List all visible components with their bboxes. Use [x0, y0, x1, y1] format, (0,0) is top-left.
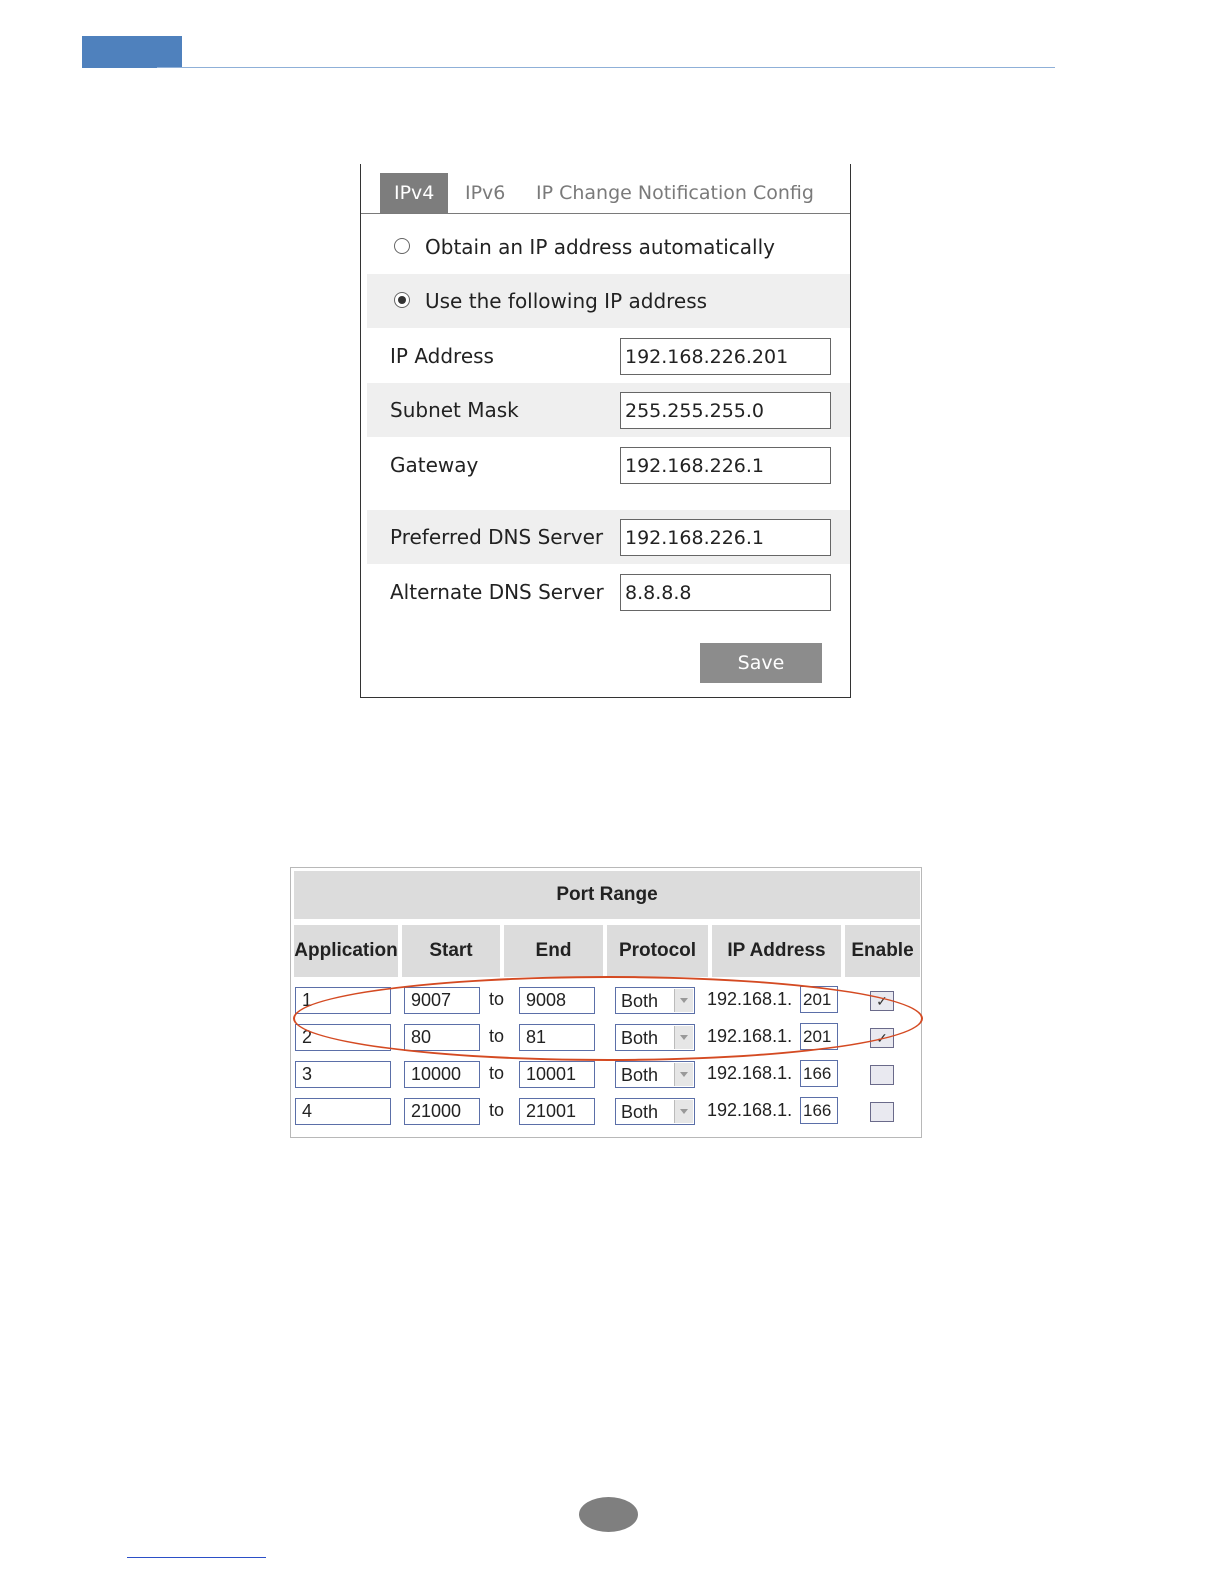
enable-checkbox[interactable] — [870, 1102, 894, 1122]
field-row-gateway — [367, 438, 850, 492]
application-input[interactable] — [295, 1098, 391, 1125]
to-label: to — [489, 1063, 505, 1083]
radio-obtain-automatically[interactable] — [367, 220, 850, 274]
port-range-title: Port Range — [294, 871, 920, 919]
application-input[interactable] — [295, 987, 391, 1014]
field-row-subnet-mask — [367, 383, 850, 437]
radio-use-following-ip[interactable] — [367, 274, 850, 328]
to-label: to — [489, 989, 505, 1009]
header-rule — [157, 67, 1055, 68]
enable-checkbox[interactable] — [870, 1065, 894, 1085]
tab-bar — [361, 173, 850, 214]
gateway-input[interactable] — [620, 447, 831, 484]
start-port-input[interactable] — [404, 1061, 480, 1088]
radio-button-checked-icon[interactable] — [394, 292, 410, 308]
end-port-input[interactable] — [519, 1061, 595, 1088]
ip-last-octet-input[interactable] — [800, 1060, 838, 1087]
protocol-value: Both — [621, 1028, 659, 1048]
tab-ipv6[interactable]: IPv6 — [465, 182, 506, 204]
ip-prefix: 192.168.1. — [707, 1100, 793, 1120]
page-number-oval — [579, 1497, 638, 1532]
column-header-enable: Enable — [845, 925, 920, 977]
application-input[interactable] — [295, 1061, 391, 1088]
column-header-application: Application — [294, 925, 398, 977]
ip-address-input[interactable] — [620, 338, 831, 375]
ip-prefix: 192.168.1. — [707, 1026, 793, 1046]
enable-checkbox-checked[interactable]: ✓ — [870, 991, 894, 1011]
field-row-ip-address — [367, 329, 850, 383]
footer-link-underline — [127, 1557, 266, 1558]
dropdown-arrow-icon[interactable] — [674, 1100, 693, 1123]
ip-prefix: 192.168.1. — [707, 1063, 793, 1083]
radio-label: Obtain an IP address automatically — [425, 235, 776, 259]
start-port-input[interactable] — [404, 1024, 480, 1051]
port-range-table — [290, 867, 922, 1138]
start-port-input[interactable] — [404, 987, 480, 1014]
tab-ipv4[interactable]: IPv4 — [380, 173, 448, 213]
ipv4-settings-panel — [360, 164, 851, 698]
dropdown-arrow-icon[interactable] — [674, 989, 693, 1012]
ip-prefix: 192.168.1. — [707, 989, 793, 1009]
preferred-dns-input[interactable] — [620, 519, 831, 556]
protocol-select[interactable] — [615, 1024, 695, 1051]
field-row-alternate-dns — [367, 565, 850, 619]
table-row — [291, 1097, 923, 1134]
protocol-value: Both — [621, 991, 659, 1011]
save-button[interactable]: Save — [700, 643, 822, 683]
protocol-select[interactable] — [615, 1098, 695, 1125]
tab-ip-change-notification-config[interactable]: IP Change Notification Config — [536, 182, 814, 204]
field-row-preferred-dns — [367, 510, 850, 564]
field-label: Preferred DNS Server — [390, 525, 604, 549]
ip-last-octet-input[interactable] — [800, 1097, 838, 1124]
ip-last-octet-input[interactable] — [800, 986, 838, 1013]
subnet-mask-input[interactable] — [620, 392, 831, 429]
field-label: IP Address — [390, 344, 494, 368]
end-port-input[interactable] — [519, 1098, 595, 1125]
protocol-value: Both — [621, 1102, 659, 1122]
field-label: Subnet Mask — [390, 398, 519, 422]
column-header-ip-address: IP Address — [712, 925, 841, 977]
table-row — [291, 1023, 923, 1060]
protocol-select[interactable] — [615, 1061, 695, 1088]
column-header-start: Start — [402, 925, 500, 977]
alternate-dns-input[interactable] — [620, 574, 831, 611]
enable-checkbox-checked[interactable]: ✓ — [870, 1028, 894, 1048]
field-label: Gateway — [390, 453, 479, 477]
to-label: to — [489, 1026, 505, 1046]
table-row — [291, 1060, 923, 1097]
column-header-end: End — [504, 925, 603, 977]
end-port-input[interactable] — [519, 1024, 595, 1051]
header-accent-block — [82, 36, 182, 68]
radio-label: Use the following IP address — [425, 289, 708, 313]
to-label: to — [489, 1100, 505, 1120]
start-port-input[interactable] — [404, 1098, 480, 1125]
radio-button-icon[interactable] — [394, 238, 410, 254]
dropdown-arrow-icon[interactable] — [674, 1026, 693, 1049]
application-input[interactable] — [295, 1024, 391, 1051]
protocol-value: Both — [621, 1065, 659, 1085]
dropdown-arrow-icon[interactable] — [674, 1063, 693, 1086]
table-row — [291, 986, 923, 1023]
ip-last-octet-input[interactable] — [800, 1023, 838, 1050]
column-header-protocol: Protocol — [607, 925, 708, 977]
protocol-select[interactable] — [615, 987, 695, 1014]
field-label: Alternate DNS Server — [390, 580, 604, 604]
end-port-input[interactable] — [519, 987, 595, 1014]
